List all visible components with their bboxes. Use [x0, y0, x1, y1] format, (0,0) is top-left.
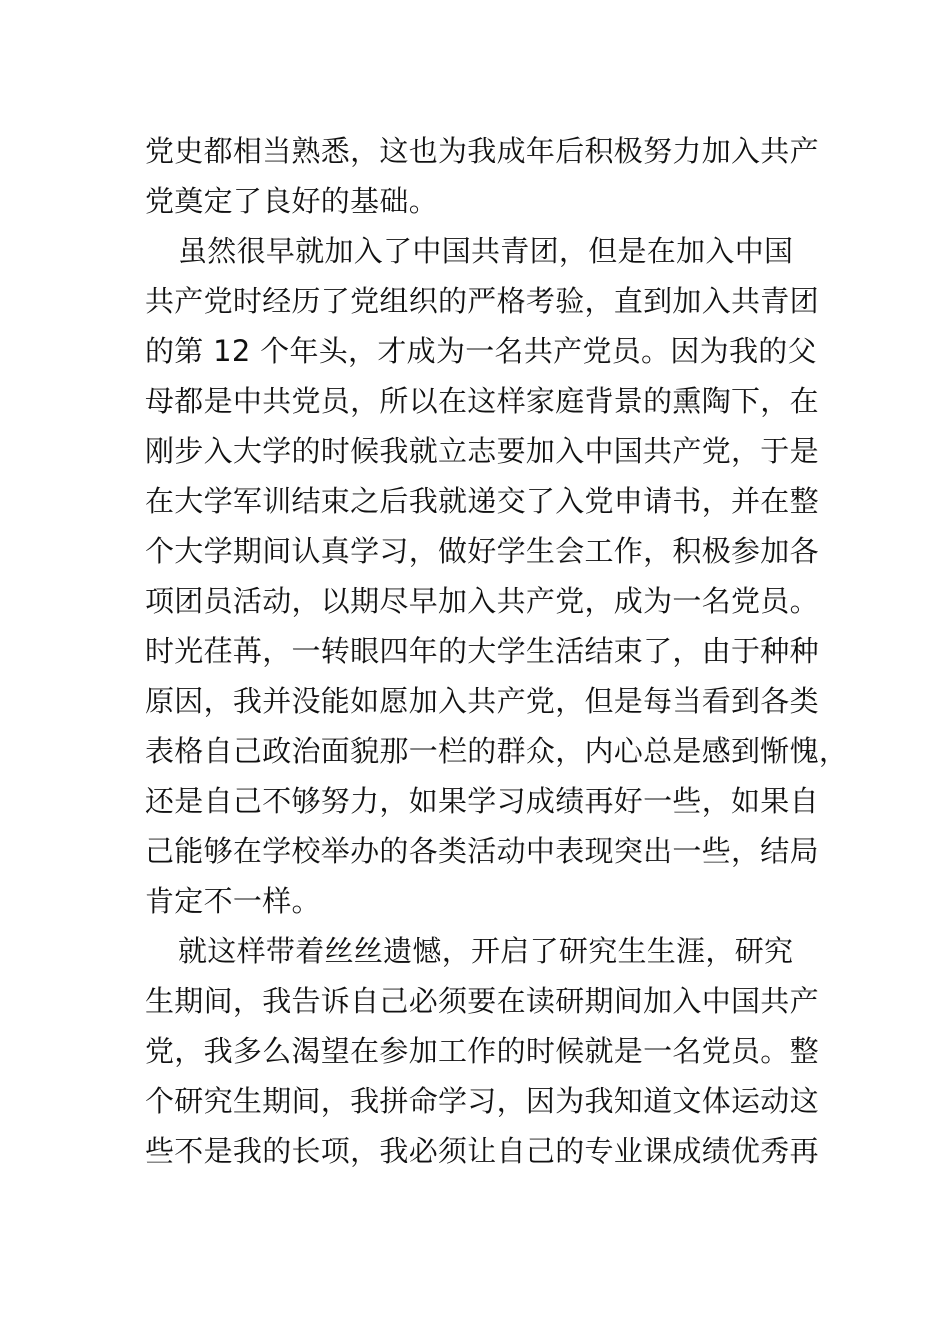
text-line: 虽然很早就加入了中国共青团，但是在加入中国 — [178, 234, 794, 268]
paragraph-2 — [145, 226, 849, 926]
document-body — [145, 126, 849, 1176]
text-line: 己能够在学校举办的各类活动中表现突出一些，结局 — [145, 834, 819, 868]
text-line: 在大学军训结束之后我就递交了入党申请书，并在整 — [145, 484, 819, 518]
text-line: 些不是我的长项，我必须让自己的专业课成绩优秀再 — [145, 1134, 819, 1168]
text-line: 共产党时经历了党组织的严格考验，直到加入共青团 — [145, 284, 819, 318]
text-line: 生期间，我告诉自己必须要在读研期间加入中国共产 — [145, 984, 819, 1018]
text-line: 原因，我并没能如愿加入共产党，但是每当看到各类 — [145, 684, 819, 718]
paragraph-1 — [145, 126, 825, 226]
text-line: 刚步入大学的时候我就立志要加入中国共产党，于是 — [145, 434, 819, 468]
text-line: 项团员活动，以期尽早加入共产党，成为一名党员。 — [145, 584, 819, 618]
text-line: 肯定不一样。 — [145, 884, 321, 918]
text-line: 党，我多么渴望在参加工作的时候就是一名党员。整 — [145, 1034, 819, 1068]
text-line: 就这样带着丝丝遗憾，开启了研究生生涯，研究 — [178, 934, 794, 968]
text-line: 党史都相当熟悉，这也为我成年后积极努力加入共产 — [145, 134, 819, 168]
text-line: 党奠定了良好的基础。 — [145, 184, 439, 218]
text-line: 母都是中共党员，所以在这样家庭背景的熏陶下，在 — [145, 384, 819, 418]
text-line: 个大学期间认真学习，做好学生会工作，积极参加各 — [145, 534, 819, 568]
text-line: 个研究生期间，我拼命学习，因为我知道文体运动这 — [145, 1084, 819, 1118]
text-line: 的第 12 个年头，才成为一名共产党员。因为我的父 — [145, 334, 817, 368]
paragraph-3 — [145, 926, 825, 1176]
text-line: 表格自己政治面貌那一栏的群众，内心总是感到惭愧， — [145, 734, 849, 768]
text-line: 时光荏苒，一转眼四年的大学生活结束了，由于种种 — [145, 634, 819, 668]
text-line: 还是自己不够努力，如果学习成绩再好一些，如果自 — [145, 784, 819, 818]
